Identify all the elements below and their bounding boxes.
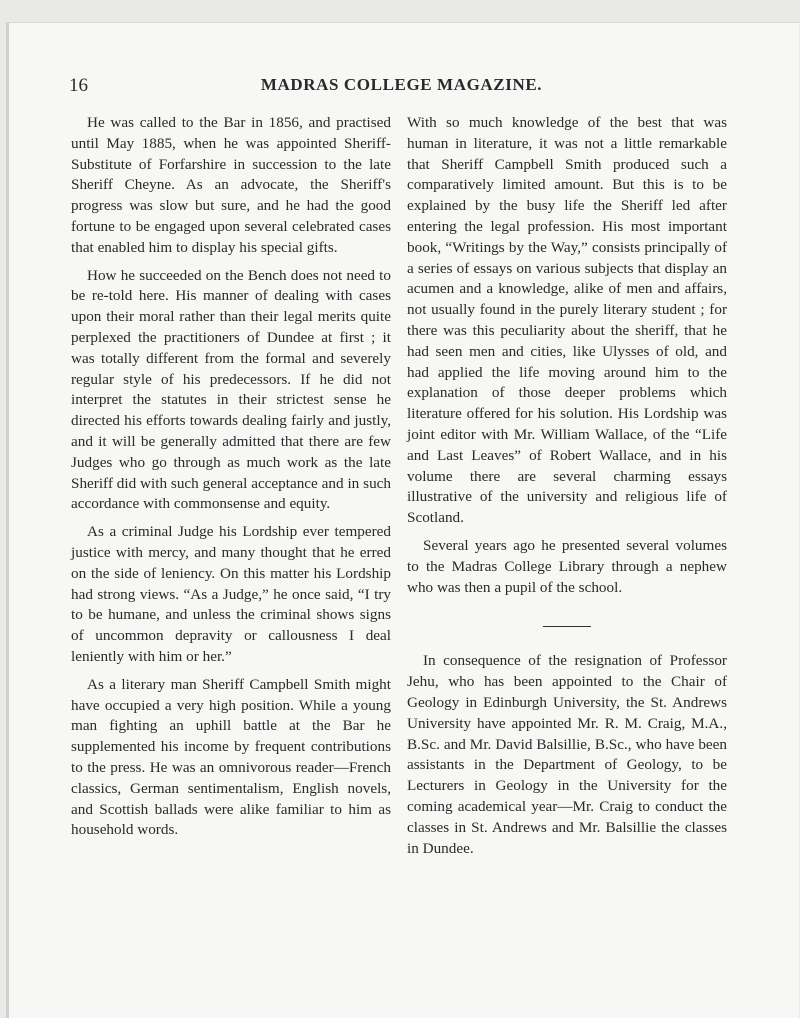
paragraph-bar-career: He was called to the Bar in 1856, and practised until May 1885, when he was appointed Sheriff-Substitute of Forfarshire in succession to the late Sheriff Cheyne. As an advocate, the Sheriff's progress was slow but sure, and he had the good fortune to be engaged upon several celebrated cases that enabled him to display his special gifts.: [71, 114, 391, 256]
paragraph-criminal-judge: As a criminal Judge his Lordship ever tempered justice with mercy, and many thought that he erred on the side of leniency. On this matter his Lordship had strong views. “As a Judge,” he once said, “I try to be humane, and unless the criminal shows signs of uncommon depravity or callousness I deal leniently with him or her.”: [71, 523, 391, 665]
page-number: 16: [69, 75, 88, 96]
paragraph-bench: How he succeeded on the Bench does not need to be re-told here. His manner of dealing with cases upon their moral rather than their legal merits quite perplexed the practitioners of Dundee at first ; it was totally different from the formal and severely regular style of his predecessors. If he did not interpret the statutes in their strictest sense he directed his efforts towards dealing fairly and justly, and it will be generally admitted that there are few Judges who go through as much work as the late Sheriff did with such general acceptance and in such accordance with commonsense and equity.: [71, 266, 391, 513]
running-head-title: MADRAS COLLEGE MAGAZINE.: [260, 75, 543, 94]
paragraph-library-gift: Several years ago he presented several volumes to the Madras College Library through a nephew who was then a pupil of the school.: [407, 536, 727, 596]
paragraph-literary-man: As a literary man Sheriff Campbell Smith might have occupied a very high position. While a young man fighting an uphill battle at the Bar he supplemented his income by frequent contributions to the press. He was an omnivorous reader—French classics, German sentimentalism, English novels, and Scottish ballads were alike familiar to him as household words.: [71, 675, 391, 839]
page-header: [69, 75, 734, 105]
paragraph-geology-lecturers: In consequence of the resignation of Professor Jehu, who has been appointed to the Chair of Geology in Edinburgh University, the St. Andrews University have appointed Mr. R. M. Craig, M.A., B.Sc. and Mr. David Balsillie, B.Sc., who have been assistants in the Department of Geology, to be Lecturers in Geology in the University for the coming academical year—Mr. Craig to conduct the classes in St. Andrews and Mr. Balsillie the classes in Dundee.: [407, 652, 727, 857]
magazine-page: [6, 22, 799, 1018]
right-column: [407, 113, 727, 859]
section-divider: [543, 626, 591, 627]
page-edge-shadow: [7, 23, 9, 1018]
paragraph-writings: With so much knowledge of the best that was human in literature, it was not a little remarkable that Sheriff Campbell Smith produced such a comparatively limited amount. But this is to be explained by the busy life the Sheriff led after entering the legal profession. His most important book, “Writings by the Way,” consists principally of a series of essays on various subjects that display an acumen and a knowledge, alike of men and affairs, not usually found in the purely literary student ; for there was this peculiarity about the sheriff, that he had seen men and cities, like Ulysses of old, and had applied the life moving around him to the explanation of those deeper problems which literature offered for his solution. His Lordship was joint editor with Mr. William Wallace, of the “Life and Last Leaves” of Robert Wallace, and in his volume there are several charming essays illustrative of the university and religious life of Scotland.: [407, 114, 727, 527]
left-column: [71, 113, 391, 841]
